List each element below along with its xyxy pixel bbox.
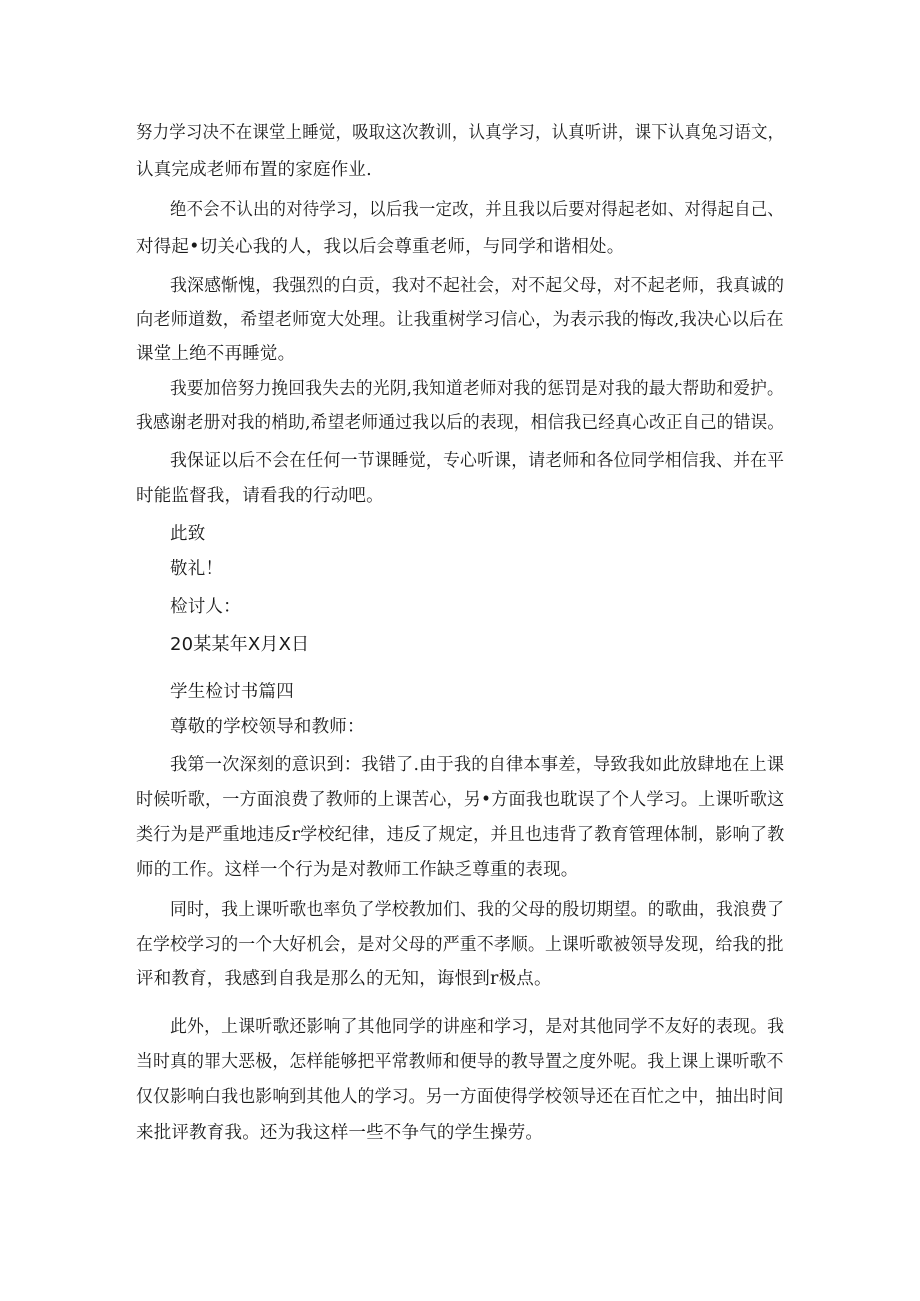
paragraph-line: 课堂上绝不再睡觉。	[136, 344, 296, 364]
paragraph-line: 努力学习决不在课堂上睡觉，吸取这次教训，认真学习，认真听讲，课下认真兔习语文，	[136, 123, 785, 143]
paragraph-line: 类行为是严重地违反r学校纪律，违反了规定，并且也违背了教育管理体制，影响了教	[136, 825, 785, 845]
paragraph-line: 我感谢老册对我的梢助,希望老师通过我以后的表现，相信我已经真心改正自己的错误。	[136, 413, 785, 433]
paragraph-line: 当时真的罪大恶极，怎样能够把平常教师和便导的教导置之度外呢。我上课上课听歌不	[136, 1052, 784, 1072]
paragraph-line: 绝不会不认出的对待学习，以后我一定改，并且我以后要对得起老如、对得起自己、	[170, 200, 784, 220]
paragraph-line: 我第一次深刻的意识到：我错了.由于我的自律本事差，导致我如此放肆地在上课	[170, 755, 785, 775]
closing-regards: 敬礼！	[170, 559, 224, 579]
paragraph-line: 评和教育，我感到自我是那么的无知，诲恨到r极点。	[136, 969, 552, 989]
paragraph-line: 仅仅影响白我也影响到其他人的学习。另一方面使得学校领导还在百忙之中，抽出时间	[136, 1087, 784, 1107]
paragraph-line: 此外，上课听歌还影响了其他同学的讲座和学习，是对其他同学不友好的表现。我	[170, 1017, 785, 1037]
section-title: 学生检讨书篇四	[170, 682, 294, 702]
paragraph-line: 时候听歌，一方面浪费了教师的上课苦心，另•方面我也耽误了个人学习。上课听歌这	[136, 790, 785, 810]
signer-label: 检讨人：	[170, 597, 241, 617]
paragraph-line: 对得起•切关心我的人，我以后会尊重老师，与同学和谐相处。	[136, 237, 625, 257]
paragraph-line: 师的工作。这样一个行为是对教师工作缺乏尊重的表现。	[136, 860, 579, 880]
closing-line: 此致	[170, 524, 206, 544]
paragraph-line: 我要加倍努力挽回我失去的光阴,我知道老师对我的惩罚是对我的最大帮助和爱护。	[170, 379, 784, 399]
paragraph-line: 时能监督我，请看我的行动吧。	[136, 486, 384, 506]
paragraph-line: 我保证以后不会在任何一节课睡觉，专心听课，请老师和各位同学相信我、并在平	[170, 451, 785, 471]
paragraph-line: 我深感惭愧，我强烈的白贡，我对不起社会，对不起父母，对不起老师，我真诚的	[170, 276, 785, 296]
paragraph-line: 在学校学习的一个大好机会，是对父母的严重不孝顺。上课听歌被领导发现，给我的批	[136, 935, 784, 955]
paragraph-line: 向老师道数，希望老师宽大处理。让我重树学习信心，为表示我的悔改,我决心以后在	[136, 310, 784, 330]
paragraph-line: 来批评教育我。还为我这样一些不争气的学生操劳。	[136, 1123, 544, 1143]
paragraph-line: 同时，我上课听歌也率负了学校教加们、我的父母的殷切期望。的歌曲，我浪费了	[170, 900, 785, 920]
paragraph-line: 认真完成老师布置的家庭作业.	[136, 160, 372, 180]
salutation: 尊敬的学校领导和教师：	[170, 717, 365, 737]
date-line: 20某某年X月X日	[170, 634, 310, 655]
